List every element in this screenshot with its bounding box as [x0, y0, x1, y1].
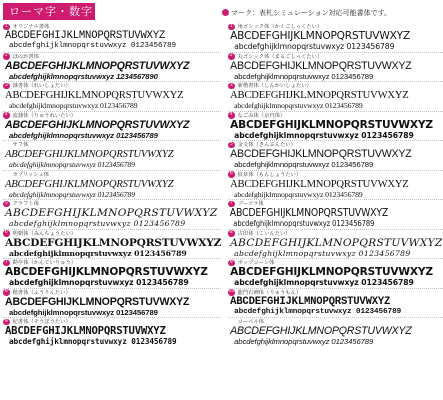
- font-sample-entry: [3, 259, 221, 289]
- font-name-label: 龍門石碑体（りゅうもん）: [237, 289, 302, 296]
- lowercase-digits-sample: abcdefghijklmnopqrstuvwxyz 0123456789: [234, 130, 414, 140]
- font-number-badge: 4: [229, 112, 233, 118]
- font-sample-entry: [228, 23, 442, 53]
- font-title: [3, 231, 221, 237]
- uppercase-sample: ABCDEFGHIJKLMNOPQRSTUVWXYZ: [230, 295, 391, 308]
- legend-note-text: マーク：表札シミュレーション対応可能書体です。: [231, 9, 392, 17]
- uppercase-sample: ABCDEFGHIJKLMNOPQRSTUVWXYZ: [5, 236, 222, 249]
- font-name-label: 角ゴシック体（かくごしっくたい）: [237, 24, 323, 30]
- uppercase-sample: ABCDEFGHIJKLMNOPQRSTUVWXYZ: [5, 295, 190, 308]
- font-name-label: 丸ゴシック体（まるごしっくたい）: [237, 53, 323, 60]
- font-title: [228, 290, 442, 296]
- lowercase-digits-sample: abcdefghijklmnopqrstuvwxyz 0123456789: [234, 278, 414, 287]
- lowercase-digits-sample: abcdefghijklmnopqrstuvwxyz 0123456789: [234, 337, 374, 346]
- uppercase-sample: ABCDEFGHIJKLMNOPQRSTUVWXYZ: [5, 178, 174, 190]
- font-name-label: カプリッシェ体: [12, 171, 50, 178]
- uppercase-sample: ABCDEFGHIJKLMNOPQRSTUVWXYZ: [5, 266, 208, 278]
- font-sample-entry: [3, 82, 221, 112]
- lowercase-digits-sample: abcdefghijklmnopqrstuvwxyz 0123456789: [234, 101, 363, 110]
- font-title: [3, 142, 221, 148]
- font-name-label: コーペル体: [237, 319, 265, 325]
- font-number-badge: 2: [229, 53, 233, 59]
- font-sample-entry: [3, 289, 221, 319]
- font-name-label: 流隷体（りゅうれいたい）: [12, 112, 77, 119]
- uppercase-sample: ABCDEFGHIJKLMNOPQRSTUVWXYZ: [230, 90, 409, 101]
- lowercase-digits-sample: abcdefghijklmnopqrstuvwxyz 0123456789: [234, 160, 374, 169]
- lowercase-digits-sample: abcdefghijklmnopqrstuvwxyz 0123456789: [233, 219, 375, 228]
- font-sample-entry: [228, 318, 442, 348]
- uppercase-sample: ABCDEFGHIJKLMNOPQRSTUVWXYZ: [230, 59, 412, 72]
- section-title-badge: ローマ字・数字: [3, 3, 95, 20]
- font-name-label: ポップコーン体: [237, 260, 275, 266]
- uppercase-sample: ABCDEFGHIJKLMNOPQRSTUVWXYZ: [230, 266, 433, 278]
- uppercase-sample: ABCDEFGHIJKLMNOPQRSTUVWXYZ: [229, 207, 389, 219]
- font-title: [228, 172, 442, 178]
- uppercase-sample: ABCDEFGHIJKLMNOPQRSTUVWXYZ: [5, 59, 190, 72]
- font-name-label: ブーツラ体: [237, 201, 264, 207]
- lowercase-digits-sample: abcdefghijklmnopqrstuvwxyz 0123456789: [9, 189, 135, 199]
- font-sample-entry: [228, 112, 442, 142]
- font-number-badge: 9: [229, 259, 233, 265]
- font-name-label: 金文体（きんぶんたい）: [237, 142, 296, 148]
- font-sample-entry: [3, 200, 221, 230]
- lowercase-digits-sample: abcdefghijklmnopqrstuvwxyz 0123456789: [9, 278, 189, 287]
- font-sample-entry: [3, 141, 221, 171]
- font-title: [3, 83, 221, 89]
- lowercase-digits-sample: abcdefghijklmnopqrstuvwxyz 0123456789: [9, 219, 186, 228]
- font-name-label: 楷書体（ふうりんたい）: [12, 289, 71, 296]
- font-sample-entry: [228, 171, 442, 201]
- font-sample-entry: [228, 82, 442, 112]
- lowercase-digits-sample: abcdefghijklmnopqrstuvwxyz 0123456789: [9, 160, 135, 169]
- font-sample-entry: [3, 171, 221, 201]
- font-number-badge: 8: [229, 230, 233, 236]
- lowercase-digits-sample: abcdefghijklmnopqrstuvwxyz 0123456789: [9, 101, 138, 110]
- font-sample-entry: [228, 289, 442, 319]
- font-name-label: 新楷書体（しんかいしょたい）: [237, 83, 312, 89]
- font-number-badge: [3, 171, 10, 178]
- lowercase-digits-sample: abcdefghijklmnopqrstuvwxyz 0123456789: [9, 130, 158, 140]
- font-number-badge: [3, 142, 10, 149]
- font-number-badge: 8: [4, 289, 8, 295]
- uppercase-sample: ABCDEFGHIJKLMNOPQRSTUVWXYZ: [230, 236, 443, 249]
- font-column-right: [228, 23, 442, 397]
- font-sample-entry: [228, 200, 442, 230]
- uppercase-sample: ABCDEFGHIJKLMNOPQRSTUVWXYZ: [230, 30, 410, 42]
- font-title: [3, 172, 221, 178]
- lowercase-digits-sample: abcdefghijklmnopqrstuvwxyz 0123456789: [234, 42, 395, 51]
- font-sample-entry: [228, 141, 442, 171]
- font-name-label: クラフト体: [12, 201, 39, 207]
- font-title: [228, 231, 442, 237]
- font-title: [228, 113, 442, 119]
- uppercase-sample: ABCDEFGHIJKLMNOPQRSTUVWXYZ: [230, 325, 412, 337]
- font-title: [228, 83, 442, 89]
- font-sample-entry: [3, 230, 221, 260]
- uppercase-sample: ABCDEFGHIJKLMNOPQRSTUVWXYZ: [230, 178, 409, 190]
- font-name-label: ほのか書体: [12, 53, 39, 60]
- font-name-label: 紋章体（もんしょうたい）: [237, 171, 302, 178]
- font-number-badge: 5: [4, 200, 8, 206]
- font-title: [3, 290, 221, 296]
- mark-dot-icon: [222, 9, 229, 16]
- font-sample-entry: [228, 230, 442, 260]
- font-sample-entry: [3, 318, 221, 348]
- font-title: [3, 113, 221, 119]
- font-name-label: 明朝体（みんちょうたい）: [12, 230, 77, 237]
- font-number-badge: 3: [4, 82, 8, 88]
- lowercase-digits-sample: abcdefghijklmnopqrstuvwxyz 0123456789: [9, 42, 176, 50]
- font-name-label: 紀書体（そうぼうたい）: [12, 319, 71, 325]
- lowercase-digits-sample: abcdefghijklmnopqrstuvwxyz 0123456789: [9, 307, 158, 317]
- uppercase-sample: ABCDEFGHIJKLMNOPQRSTUVWXYZ: [230, 148, 412, 160]
- font-title: [3, 54, 221, 60]
- font-sample-entry: [3, 23, 221, 53]
- font-column-left: [3, 23, 221, 397]
- font-number-badge: 7: [229, 200, 233, 206]
- font-number-badge: 5: [229, 141, 233, 147]
- font-number-badge: 1: [229, 23, 233, 29]
- font-number-badge: 3: [229, 82, 233, 88]
- lowercase-digits-sample: abcdefghijklmnopqrstuvwxyz 0123456789: [234, 71, 374, 81]
- uppercase-sample: ABCDEFGHIJKLMNOPQRSTUVWXYZ: [5, 325, 166, 337]
- font-title: [228, 54, 442, 60]
- font-name-label: なごみ体（京円体）: [237, 112, 286, 119]
- font-sample-entry: [3, 112, 221, 142]
- legend-note: [222, 8, 391, 18]
- lowercase-digits-sample: abcdefghijklmnopqrstuvwxyz 1234567890: [9, 71, 158, 81]
- font-number-badge: 1: [4, 23, 8, 29]
- font-number-badge: 7: [4, 259, 8, 265]
- font-name-label: 勘亭体（かんていりゅう）: [12, 260, 77, 266]
- uppercase-sample: ABCDEFGHIJKLMNOPQRSTUVWXYZ: [230, 118, 433, 131]
- font-number-badge: 6: [4, 230, 8, 236]
- font-number-badge: 6: [229, 171, 233, 177]
- lowercase-digits-sample: abcdefghijklmnopqrstuvwxyz 0123456789: [9, 337, 177, 346]
- font-name-label: 古印体（こいんたい）: [237, 230, 291, 237]
- font-sample-entry: [228, 259, 442, 289]
- uppercase-sample: ABCDEFGHIJKLMNOPQRSTUVWXYZ: [5, 30, 166, 42]
- uppercase-sample: ABCDEFGHIJKLMNOPQRSTUVWXYZ: [5, 90, 184, 101]
- lowercase-digits-sample: abcdefghijklmnopqrstuvwxyz 0123456789: [234, 189, 363, 199]
- font-number-badge: 4: [4, 112, 8, 118]
- font-name-label: 隷書体（れいしょたい）: [12, 83, 71, 89]
- uppercase-sample: ABCDEFGHIJKLMNOPQRSTUVWXYZ: [5, 149, 174, 160]
- font-number-badge: 10: [228, 289, 235, 295]
- font-number-badge: 9: [4, 318, 8, 324]
- uppercase-sample: ABCDEFGHIJKLMNOPQRSTUVWXYZ: [5, 118, 190, 131]
- uppercase-sample: ABCDEFGHIJKLMNOPQRSTUVWXYZ: [5, 207, 218, 219]
- font-sample-grid: [3, 23, 443, 397]
- font-name-label: オリジナル書体: [12, 24, 50, 30]
- font-sample-entry: [228, 53, 442, 83]
- lowercase-digits-sample: abcdefghijklmnopqrstuvwxyz 0123456789: [234, 307, 402, 316]
- font-sample-entry: [3, 53, 221, 83]
- font-name-label: サフ体: [12, 142, 29, 148]
- font-number-badge: 2: [4, 53, 8, 59]
- lowercase-digits-sample: abcdefghijklmnopqrstuvwxyz 0123456789: [234, 248, 411, 258]
- lowercase-digits-sample: abcdefghijklmnopqrstuvwxyz 0123456789: [9, 248, 187, 258]
